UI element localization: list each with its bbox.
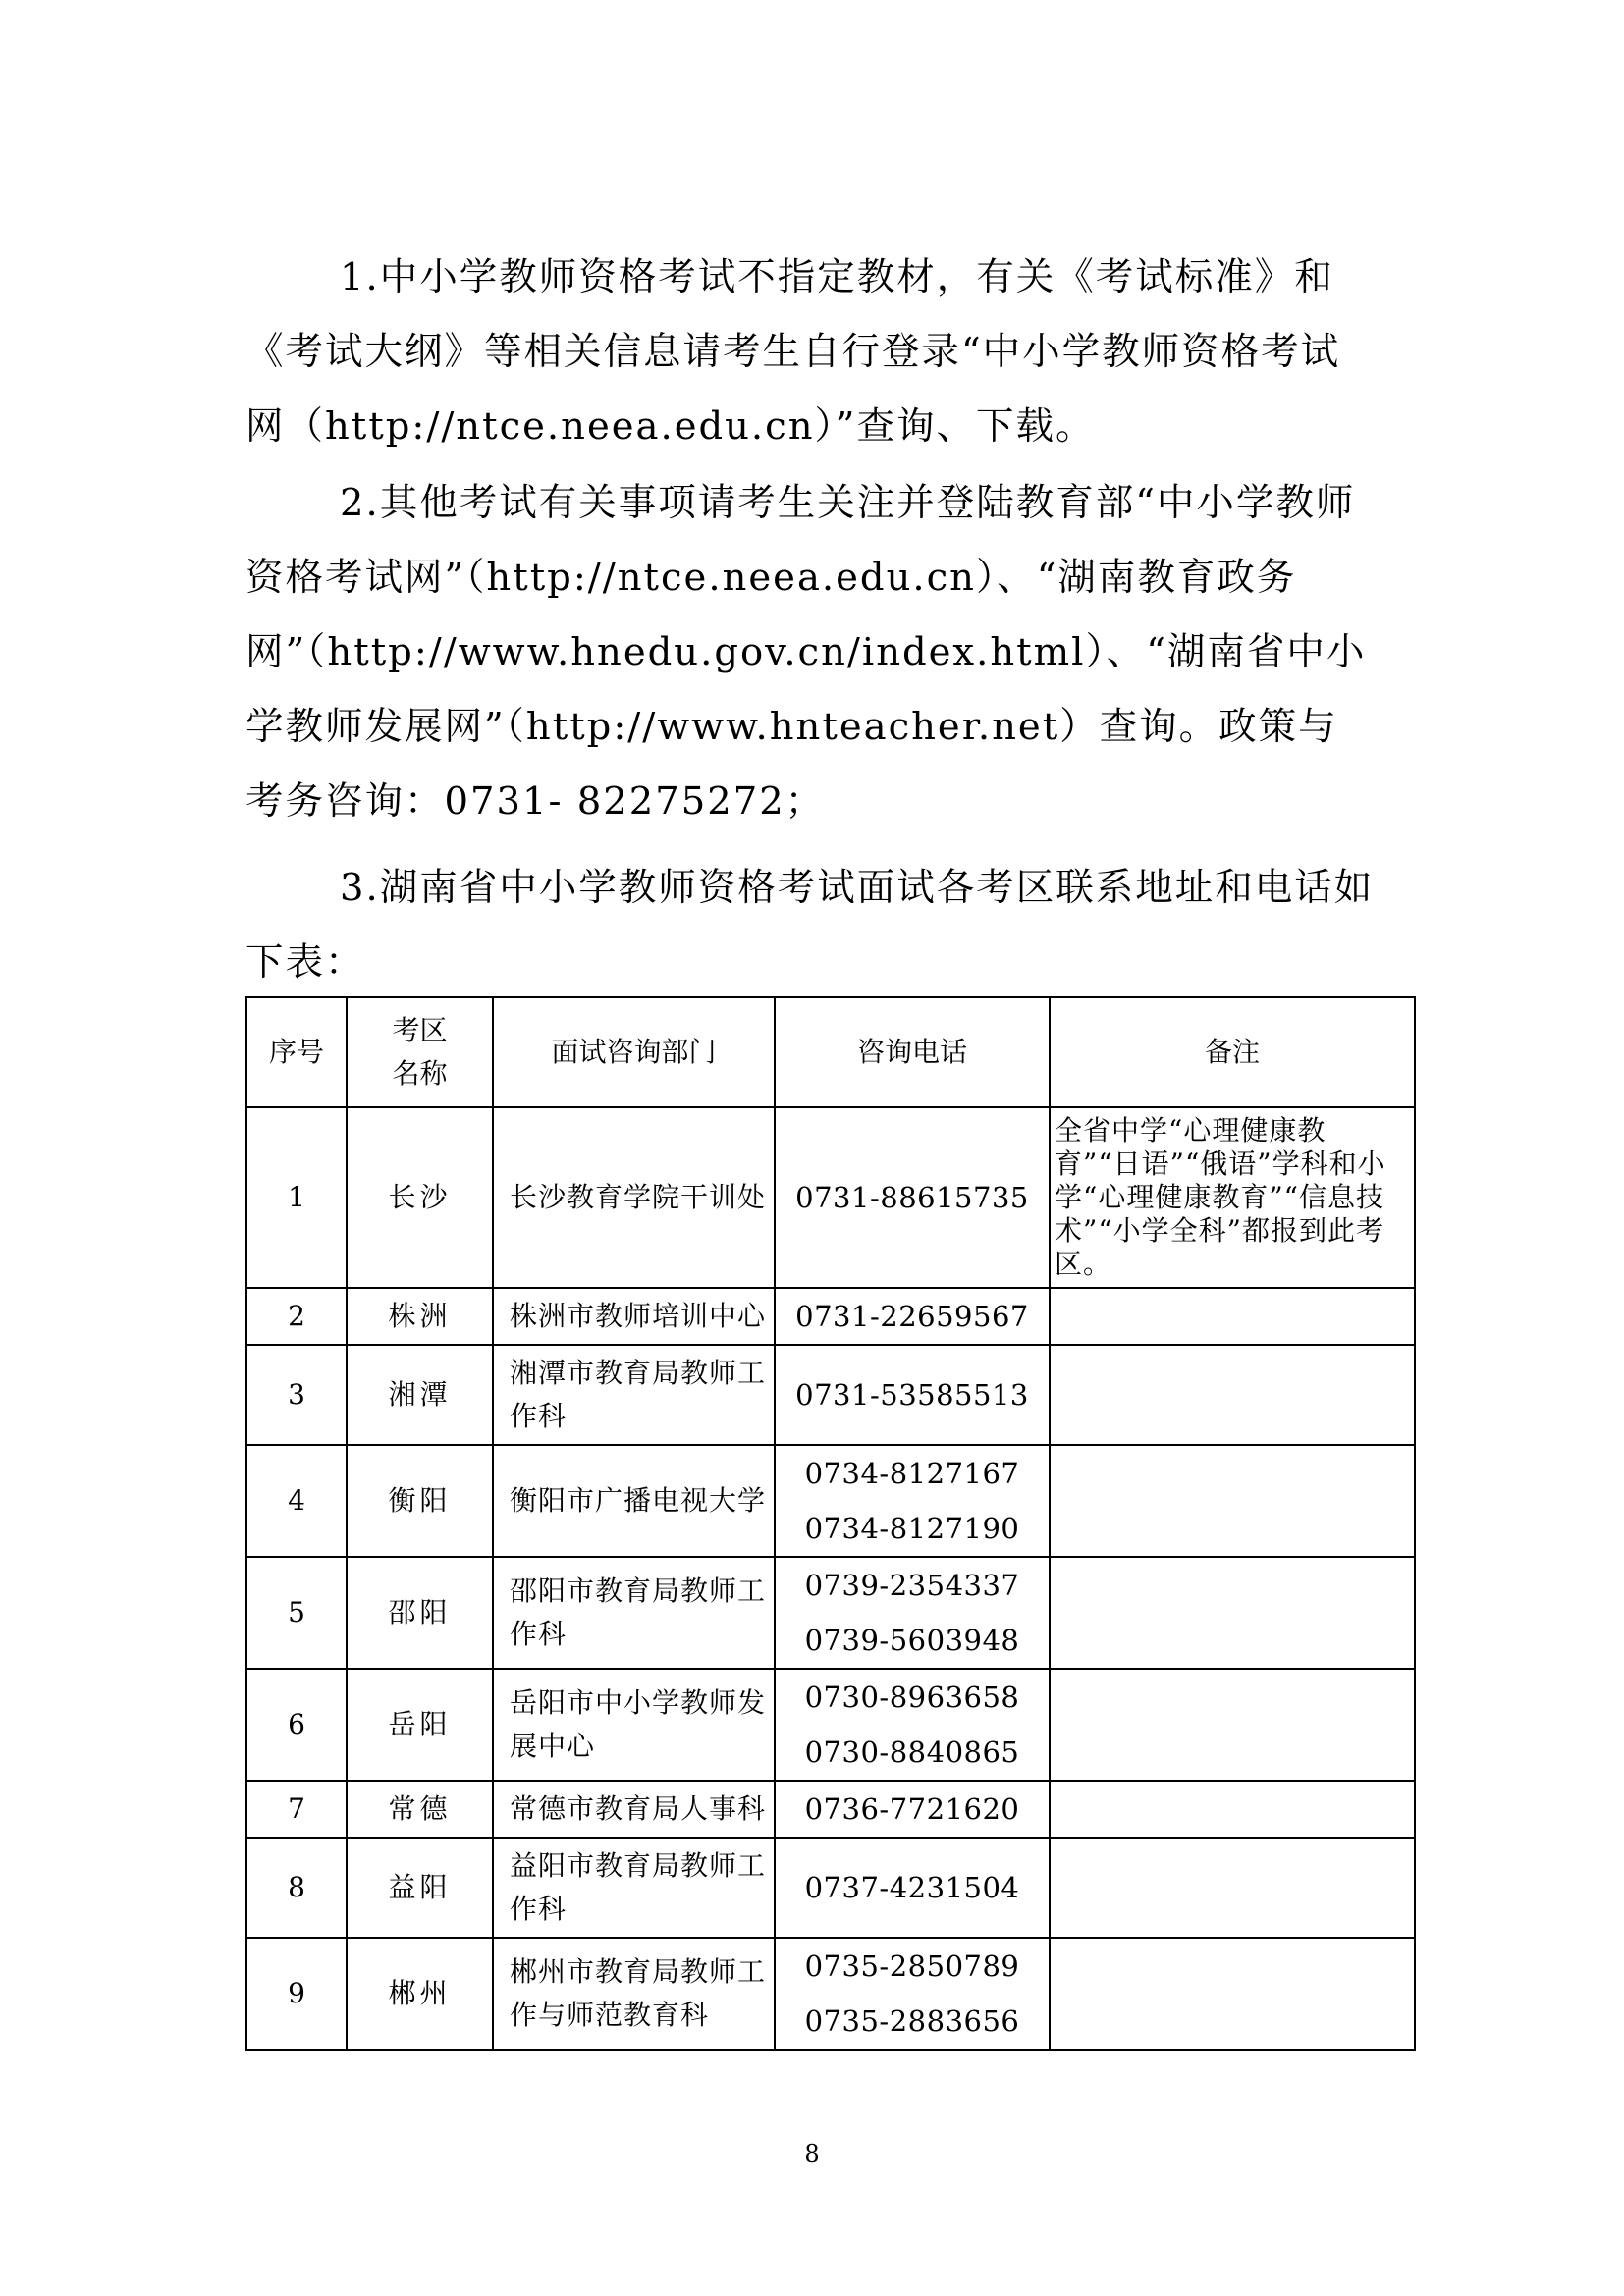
phone-line-2: 0735-2883656 (804, 2004, 1020, 2038)
phone-line-1: 0734-8127167 (804, 1457, 1020, 1490)
cell-no: 2 (246, 1288, 347, 1345)
cell-phone (775, 1445, 1050, 1557)
cell-dept: 郴州市教育局教师工作与师范教育科 (493, 1938, 775, 2050)
cell-phone: 0731-53585513 (775, 1345, 1050, 1445)
cell-note (1050, 1781, 1415, 1838)
paragraph-other-matters: 2.其他考试有关事项请考生关注并登陆教育部“中小学教师资格考试网”（http://ntce.neea.edu.cn）、“湖南教育政务网”（http://www.hnedu.gov.cn/index.html）、“湖南省中小学教师发展网”（http://www.hnteacher.net）查询。政策与考务咨询：0731- 82275272； (245, 481, 1367, 824)
phone-line-1: 0739-2354337 (804, 1569, 1020, 1602)
table-row (246, 1938, 1415, 2050)
table-header-row (246, 997, 1415, 1107)
phone-line-2: 0739-5603948 (804, 1624, 1020, 1657)
cell-region: 岳阳 (347, 1669, 493, 1781)
phone-line-1: 0730-8963658 (804, 1681, 1020, 1714)
table-row (246, 1107, 1415, 1288)
cell-region: 邵阳 (347, 1557, 493, 1669)
cell-phone (775, 1669, 1050, 1781)
cell-region: 长沙 (347, 1107, 493, 1288)
cell-region: 衡阳 (347, 1445, 493, 1557)
cell-dept: 岳阳市中小学教师发展中心 (493, 1669, 775, 1781)
cell-no: 7 (246, 1781, 347, 1838)
header-region (347, 997, 493, 1107)
cell-dept: 长沙教育学院干训处 (493, 1107, 775, 1288)
cell-phone (775, 1557, 1050, 1669)
cell-note (1050, 1345, 1415, 1445)
table-row (246, 1557, 1415, 1669)
header-region-line2: 名称 (392, 1057, 448, 1090)
cell-no: 3 (246, 1345, 347, 1445)
cell-phone: 0731-88615735 (775, 1107, 1050, 1288)
header-dept: 面试咨询部门 (493, 997, 775, 1107)
cell-phone: 0737-4231504 (775, 1838, 1050, 1938)
contact-table (245, 996, 1416, 2051)
phone-line-2: 0730-8840865 (804, 1735, 1020, 1769)
cell-no: 5 (246, 1557, 347, 1669)
table-row (246, 1838, 1415, 1938)
cell-region: 湘潭 (347, 1345, 493, 1445)
table-row (246, 1445, 1415, 1557)
header-note: 备注 (1050, 997, 1415, 1107)
table-row (246, 1288, 1415, 1345)
cell-no: 8 (246, 1838, 347, 1938)
cell-note (1050, 1288, 1415, 1345)
cell-dept: 衡阳市广播电视大学 (493, 1445, 775, 1557)
paragraph-exam-materials: 1.中小学教师资格考试不指定教材，有关《考试标准》和《考试大纲》等相关信息请考生自行登录“中小学教师资格考试网（http://ntce.neea.edu.cn）”查询、下载。 (245, 255, 1341, 449)
cell-phone: 0736-7721620 (775, 1781, 1050, 1838)
table-row (246, 1781, 1415, 1838)
cell-no: 6 (246, 1669, 347, 1781)
header-phone: 咨询电话 (775, 997, 1050, 1107)
cell-note (1050, 1838, 1415, 1938)
cell-note (1050, 1938, 1415, 2050)
header-region-line1: 考区 (392, 1014, 448, 1046)
phone-line-2: 0734-8127190 (804, 1512, 1020, 1545)
paragraph-contact-table-intro: 3.湖南省中小学教师资格考试面试各考区联系地址和电话如下表： (245, 866, 1375, 985)
cell-dept: 邵阳市教育局教师工作科 (493, 1557, 775, 1669)
table-row (246, 1345, 1415, 1445)
cell-dept: 株洲市教师培训中心 (493, 1288, 775, 1345)
cell-region: 郴州 (347, 1938, 493, 2050)
header-no: 序号 (246, 997, 347, 1107)
cell-region: 常德 (347, 1781, 493, 1838)
cell-no: 9 (246, 1938, 347, 2050)
cell-region: 益阳 (347, 1838, 493, 1938)
page-number: 8 (804, 2140, 820, 2167)
cell-note: 全省中学“心理健康教育”“日语”“俄语”学科和小学“心理健康教育”“信息技术”“小学全科”都报到此考区。 (1050, 1107, 1415, 1288)
cell-dept: 湘潭市教育局教师工作科 (493, 1345, 775, 1445)
cell-note (1050, 1669, 1415, 1781)
cell-note (1050, 1445, 1415, 1557)
table-row (246, 1669, 1415, 1781)
cell-dept: 常德市教育局人事科 (493, 1781, 775, 1838)
cell-phone (775, 1938, 1050, 2050)
cell-no: 1 (246, 1107, 347, 1288)
phone-line-1: 0735-2850789 (804, 1949, 1020, 1983)
cell-no: 4 (246, 1445, 347, 1557)
cell-region: 株洲 (347, 1288, 493, 1345)
cell-dept: 益阳市教育局教师工作科 (493, 1838, 775, 1938)
cell-note (1050, 1557, 1415, 1669)
cell-phone: 0731-22659567 (775, 1288, 1050, 1345)
